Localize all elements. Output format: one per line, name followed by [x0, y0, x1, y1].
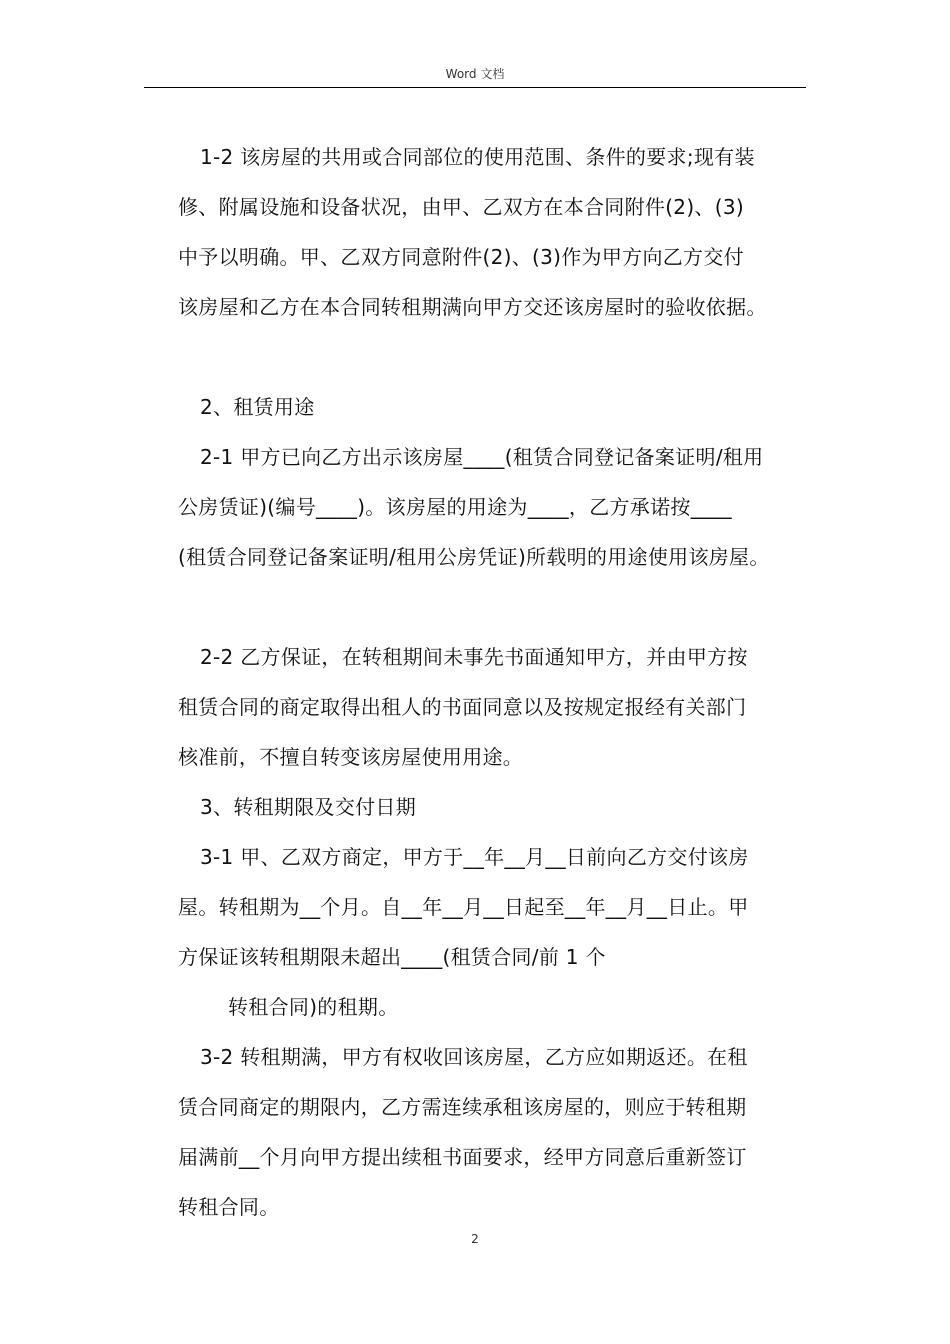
header-divider	[144, 87, 806, 88]
paragraph-line: 转租合同。	[178, 1195, 280, 1219]
paragraph-line: (租赁合同登记备案证明/租用公房凭证)所载明的用途使用该房屋。	[178, 545, 770, 569]
paragraph-line: 3-1 甲、乙双方商定，甲方于__年__月__日前向乙方交付该房	[200, 845, 749, 869]
section-heading: 2、租赁用途	[200, 395, 315, 419]
paragraph-line: 修、附属设施和设备状况，由甲、乙双方在本合同附件(2)、(3)	[178, 195, 744, 219]
paragraph-line: 1-2 该房屋的共用或合同部位的使用范围、条件的要求;现有装	[200, 145, 755, 169]
page-header-title: Word 文档	[445, 67, 505, 81]
paragraph-line: 赁合同商定的期限内，乙方需连续承租该房屋的，则应于转租期	[178, 1095, 747, 1119]
paragraph-spacer	[178, 332, 818, 382]
paragraph-line: 3-2 转租期满，甲方有权收回该房屋，乙方应如期返还。在租	[200, 1045, 748, 1069]
document-body	[178, 132, 818, 1232]
paragraph-line: 核准前，不擅自转变该房屋使用用途。	[178, 745, 524, 769]
paragraph-spacer	[178, 582, 818, 632]
paragraph-line: 该房屋和乙方在本合同转租期满向甲方交还该房屋时的验收依据。	[178, 295, 767, 319]
paragraph-line: 租赁合同的商定取得出租人的书面同意以及按规定报经有关部门	[178, 695, 747, 719]
paragraph-line: 2-2 乙方保证，在转租期间未事先书面通知甲方，并由甲方按	[200, 645, 748, 669]
paragraph-line: 中予以明确。甲、乙双方同意附件(2)、(3)作为甲方向乙方交付	[178, 245, 744, 269]
section-heading: 3、转租期限及交付日期	[200, 795, 417, 819]
paragraph-line: 屋。转租期为__个月。自__年__月__日起至__年__月__日止。甲	[178, 895, 749, 919]
paragraph-line: 公房赁证)(编号____)。该房屋的用途为____，乙方承诺按____	[178, 495, 732, 519]
paragraph-line: 方保证该转租期限未超出____(租赁合同/前 1 个	[178, 945, 606, 969]
paragraph-line: 转租合同)的租期。	[228, 995, 399, 1019]
page-number: 2	[471, 1232, 479, 1246]
paragraph-line: 2-1 甲方已向乙方出示该房屋____(租赁合同登记备案证明/租用	[200, 445, 764, 469]
paragraph-line: 届满前__个月向甲方提出续租书面要求，经甲方同意后重新签订	[178, 1145, 747, 1169]
